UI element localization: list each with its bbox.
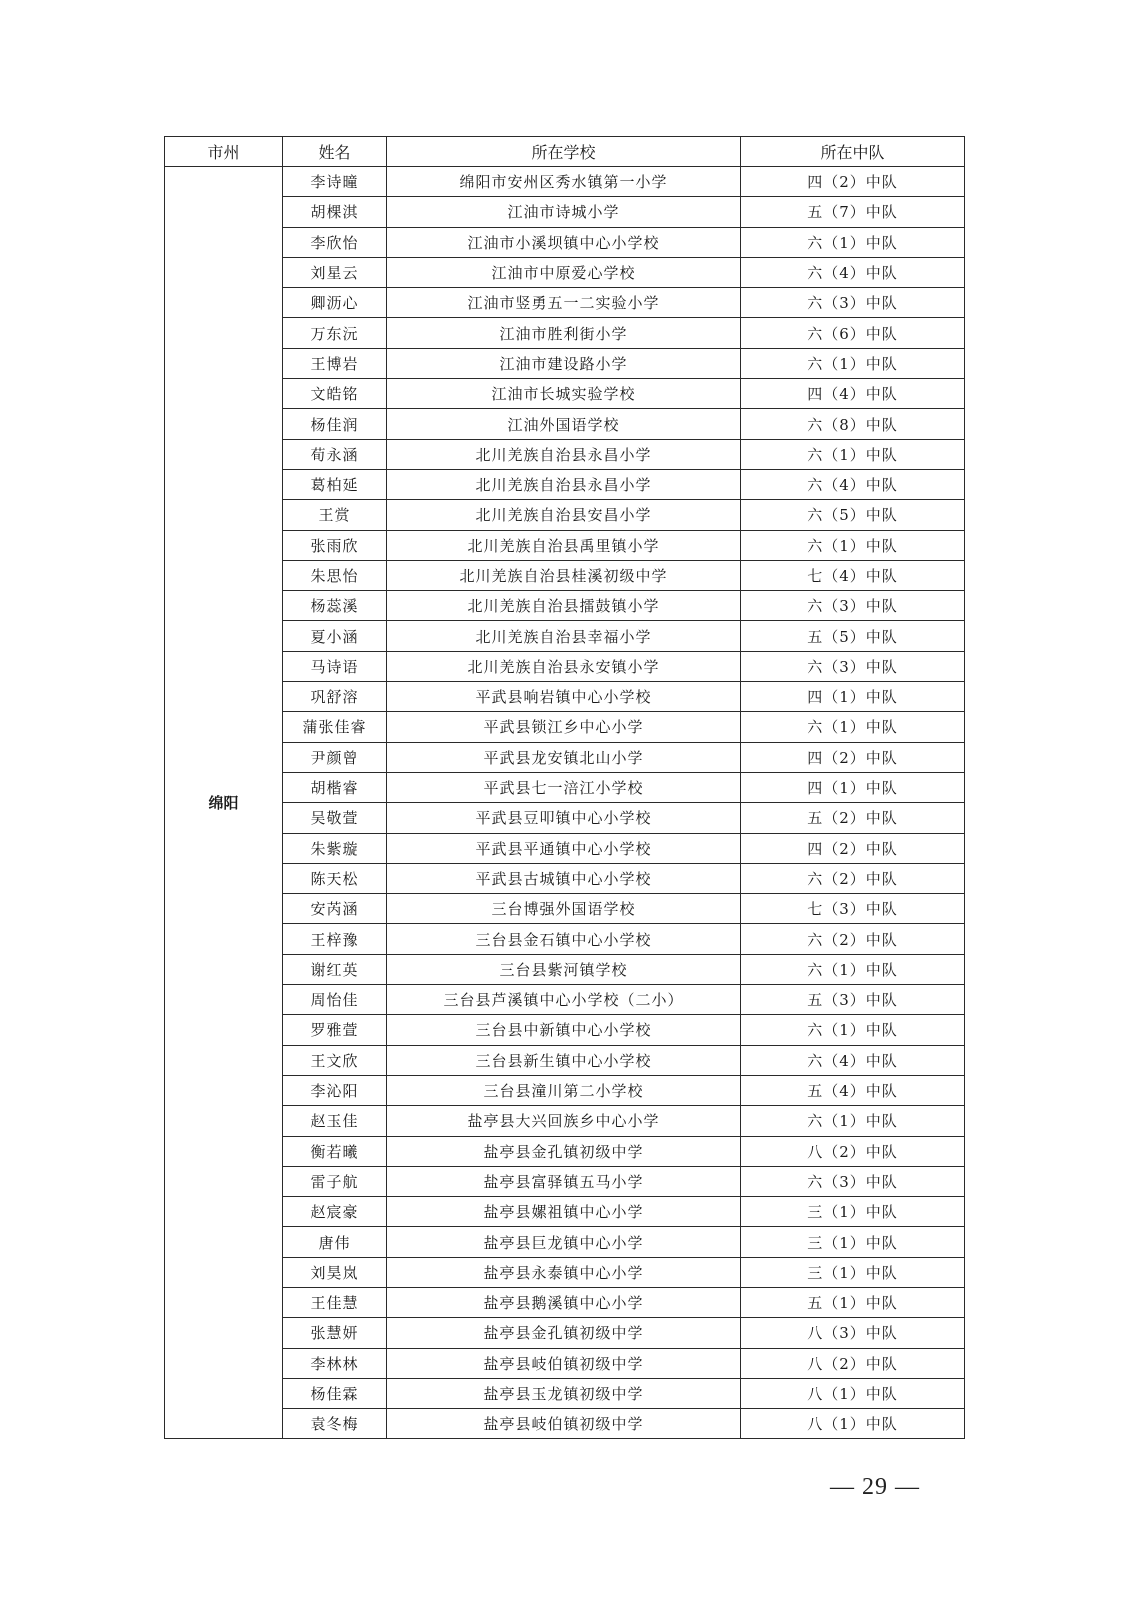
squad-cell: 四（4）中队	[741, 379, 965, 409]
roster-table	[164, 136, 965, 1439]
name-cell: 罗雅萱	[283, 1015, 387, 1045]
school-cell: 三台县金石镇中心小学校	[387, 924, 741, 954]
name-cell: 杨蕊溪	[283, 591, 387, 621]
squad-cell: 六（2）中队	[741, 863, 965, 893]
squad-cell: 六（1）中队	[741, 954, 965, 984]
name-cell: 王文欣	[283, 1045, 387, 1075]
name-cell: 王梓豫	[283, 924, 387, 954]
school-cell: 江油市长城实验学校	[387, 379, 741, 409]
school-cell: 江油外国语学校	[387, 409, 741, 439]
table-row	[165, 167, 965, 197]
name-cell: 雷子航	[283, 1166, 387, 1196]
table-row	[165, 318, 965, 348]
squad-cell: 六（1）中队	[741, 712, 965, 742]
name-cell: 胡棵淇	[283, 197, 387, 227]
table-row	[165, 651, 965, 681]
header-school: 所在学校	[387, 137, 741, 167]
table-row	[165, 1318, 965, 1348]
city-cell: 绵阳	[165, 167, 283, 1439]
table-row	[165, 803, 965, 833]
squad-cell: 六（5）中队	[741, 500, 965, 530]
table-row	[165, 1015, 965, 1045]
squad-cell: 六（1）中队	[741, 1106, 965, 1136]
table-row	[165, 1287, 965, 1317]
table-row	[165, 712, 965, 742]
school-cell: 盐亭县金孔镇初级中学	[387, 1318, 741, 1348]
squad-cell: 六（4）中队	[741, 1045, 965, 1075]
squad-cell: 六（1）中队	[741, 530, 965, 560]
name-cell: 李诗曈	[283, 167, 387, 197]
school-cell: 三台县芦溪镇中心小学校（二小）	[387, 985, 741, 1015]
squad-cell: 八（1）中队	[741, 1378, 965, 1408]
squad-cell: 七（4）中队	[741, 560, 965, 590]
name-cell: 朱思怡	[283, 560, 387, 590]
name-cell: 万东沅	[283, 318, 387, 348]
squad-cell: 七（3）中队	[741, 894, 965, 924]
table-row	[165, 530, 965, 560]
school-cell: 平武县七一涪江小学校	[387, 772, 741, 802]
header-row	[165, 137, 965, 167]
name-cell: 赵玉佳	[283, 1106, 387, 1136]
table-row	[165, 227, 965, 257]
squad-cell: 五（5）中队	[741, 621, 965, 651]
school-cell: 盐亭县巨龙镇中心小学	[387, 1227, 741, 1257]
name-cell: 王博岩	[283, 348, 387, 378]
school-cell: 平武县锁江乡中心小学	[387, 712, 741, 742]
squad-cell: 三（1）中队	[741, 1257, 965, 1287]
table-row	[165, 1166, 965, 1196]
school-cell: 北川羌族自治县擂鼓镇小学	[387, 591, 741, 621]
squad-cell: 六（6）中队	[741, 318, 965, 348]
school-cell: 盐亭县永泰镇中心小学	[387, 1257, 741, 1287]
table-row	[165, 621, 965, 651]
school-cell: 三台县中新镇中心小学校	[387, 1015, 741, 1045]
name-cell: 张慧妍	[283, 1318, 387, 1348]
name-cell: 马诗语	[283, 651, 387, 681]
school-cell: 平武县古城镇中心小学校	[387, 863, 741, 893]
table-row	[165, 985, 965, 1015]
table-row	[165, 1348, 965, 1378]
name-cell: 唐伟	[283, 1227, 387, 1257]
name-cell: 朱紫璇	[283, 833, 387, 863]
table-row	[165, 469, 965, 499]
squad-cell: 四（1）中队	[741, 772, 965, 802]
table-row	[165, 1197, 965, 1227]
name-cell: 安芮涵	[283, 894, 387, 924]
table-row	[165, 682, 965, 712]
school-cell: 盐亭县富驿镇五马小学	[387, 1166, 741, 1196]
squad-cell: 六（4）中队	[741, 469, 965, 499]
table-row	[165, 772, 965, 802]
school-cell: 江油市建设路小学	[387, 348, 741, 378]
squad-cell: 六（3）中队	[741, 651, 965, 681]
name-cell: 袁冬梅	[283, 1409, 387, 1439]
school-cell: 北川羌族自治县永安镇小学	[387, 651, 741, 681]
squad-cell: 五（1）中队	[741, 1287, 965, 1317]
header-name: 姓名	[283, 137, 387, 167]
squad-cell: 五（4）中队	[741, 1075, 965, 1105]
roster-body	[165, 167, 965, 1439]
squad-cell: 六（4）中队	[741, 257, 965, 287]
school-cell: 三台博强外国语学校	[387, 894, 741, 924]
school-cell: 平武县平通镇中心小学校	[387, 833, 741, 863]
squad-cell: 六（3）中队	[741, 288, 965, 318]
table-row	[165, 1227, 965, 1257]
name-cell: 荀永涵	[283, 439, 387, 469]
name-cell: 陈天松	[283, 863, 387, 893]
name-cell: 李沁阳	[283, 1075, 387, 1105]
school-cell: 盐亭县玉龙镇初级中学	[387, 1378, 741, 1408]
squad-cell: 六（3）中队	[741, 591, 965, 621]
school-cell: 三台县紫河镇学校	[387, 954, 741, 984]
squad-cell: 六（2）中队	[741, 924, 965, 954]
table-row	[165, 1075, 965, 1105]
table-row	[165, 591, 965, 621]
name-cell: 卿沥心	[283, 288, 387, 318]
squad-cell: 四（2）中队	[741, 167, 965, 197]
table-row	[165, 742, 965, 772]
name-cell: 刘昊岚	[283, 1257, 387, 1287]
school-cell: 江油市竖勇五一二实验小学	[387, 288, 741, 318]
table-row	[165, 833, 965, 863]
name-cell: 李林林	[283, 1348, 387, 1378]
table-row	[165, 257, 965, 287]
name-cell: 刘星云	[283, 257, 387, 287]
page-number: — 29 —	[830, 1474, 920, 1500]
school-cell: 北川羌族自治县桂溪初级中学	[387, 560, 741, 590]
school-cell: 江油市胜利街小学	[387, 318, 741, 348]
squad-cell: 六（1）中队	[741, 439, 965, 469]
name-cell: 周怡佳	[283, 985, 387, 1015]
table-row	[165, 954, 965, 984]
school-cell: 江油市小溪坝镇中心小学校	[387, 227, 741, 257]
school-cell: 平武县响岩镇中心小学校	[387, 682, 741, 712]
squad-cell: 三（1）中队	[741, 1197, 965, 1227]
name-cell: 吴敬萱	[283, 803, 387, 833]
school-cell: 三台县新生镇中心小学校	[387, 1045, 741, 1075]
name-cell: 尹颜曾	[283, 742, 387, 772]
school-cell: 绵阳市安州区秀水镇第一小学	[387, 167, 741, 197]
squad-cell: 六（8）中队	[741, 409, 965, 439]
name-cell: 杨佳润	[283, 409, 387, 439]
squad-cell: 六（1）中队	[741, 348, 965, 378]
table-row	[165, 409, 965, 439]
header-city: 市州	[165, 137, 283, 167]
table-row	[165, 1045, 965, 1075]
school-cell: 北川羌族自治县禹里镇小学	[387, 530, 741, 560]
table-row	[165, 894, 965, 924]
school-cell: 盐亭县岐伯镇初级中学	[387, 1348, 741, 1378]
name-cell: 王佳慧	[283, 1287, 387, 1317]
squad-cell: 五（3）中队	[741, 985, 965, 1015]
header-squad: 所在中队	[741, 137, 965, 167]
table-row	[165, 348, 965, 378]
squad-cell: 八（3）中队	[741, 1318, 965, 1348]
table-row	[165, 1378, 965, 1408]
table-row	[165, 863, 965, 893]
squad-cell: 六（1）中队	[741, 1015, 965, 1045]
name-cell: 杨佳霖	[283, 1378, 387, 1408]
squad-cell: 五（7）中队	[741, 197, 965, 227]
school-cell: 北川羌族自治县安昌小学	[387, 500, 741, 530]
name-cell: 胡楷睿	[283, 772, 387, 802]
name-cell: 王赏	[283, 500, 387, 530]
name-cell: 张雨欣	[283, 530, 387, 560]
school-cell: 平武县豆叩镇中心小学校	[387, 803, 741, 833]
table-row	[165, 379, 965, 409]
table-row	[165, 1136, 965, 1166]
name-cell: 谢红英	[283, 954, 387, 984]
name-cell: 葛柏延	[283, 469, 387, 499]
name-cell: 赵宸豪	[283, 1197, 387, 1227]
school-cell: 盐亭县岐伯镇初级中学	[387, 1409, 741, 1439]
squad-cell: 四（2）中队	[741, 742, 965, 772]
squad-cell: 三（1）中队	[741, 1227, 965, 1257]
table-row	[165, 1257, 965, 1287]
table-row	[165, 288, 965, 318]
school-cell: 盐亭县大兴回族乡中心小学	[387, 1106, 741, 1136]
school-cell: 平武县龙安镇北山小学	[387, 742, 741, 772]
school-cell: 江油市诗城小学	[387, 197, 741, 227]
table-row	[165, 924, 965, 954]
squad-cell: 六（3）中队	[741, 1166, 965, 1196]
table-row	[165, 500, 965, 530]
school-cell: 北川羌族自治县永昌小学	[387, 439, 741, 469]
school-cell: 盐亭县金孔镇初级中学	[387, 1136, 741, 1166]
school-cell: 盐亭县嫘祖镇中心小学	[387, 1197, 741, 1227]
table-row	[165, 1409, 965, 1439]
school-cell: 北川羌族自治县幸福小学	[387, 621, 741, 651]
squad-cell: 八（2）中队	[741, 1348, 965, 1378]
table-row	[165, 197, 965, 227]
squad-cell: 四（1）中队	[741, 682, 965, 712]
name-cell: 夏小涵	[283, 621, 387, 651]
name-cell: 巩舒溶	[283, 682, 387, 712]
squad-cell: 八（2）中队	[741, 1136, 965, 1166]
table-row	[165, 1106, 965, 1136]
squad-cell: 八（1）中队	[741, 1409, 965, 1439]
squad-cell: 五（2）中队	[741, 803, 965, 833]
school-cell: 江油市中原爱心学校	[387, 257, 741, 287]
table-row	[165, 439, 965, 469]
name-cell: 衡若曦	[283, 1136, 387, 1166]
squad-cell: 四（2）中队	[741, 833, 965, 863]
school-cell: 三台县潼川第二小学校	[387, 1075, 741, 1105]
name-cell: 文皓铭	[283, 379, 387, 409]
squad-cell: 六（1）中队	[741, 227, 965, 257]
school-cell: 盐亭县鹅溪镇中心小学	[387, 1287, 741, 1317]
table-row	[165, 560, 965, 590]
name-cell: 蒲张佳睿	[283, 712, 387, 742]
name-cell: 李欣怡	[283, 227, 387, 257]
school-cell: 北川羌族自治县永昌小学	[387, 469, 741, 499]
